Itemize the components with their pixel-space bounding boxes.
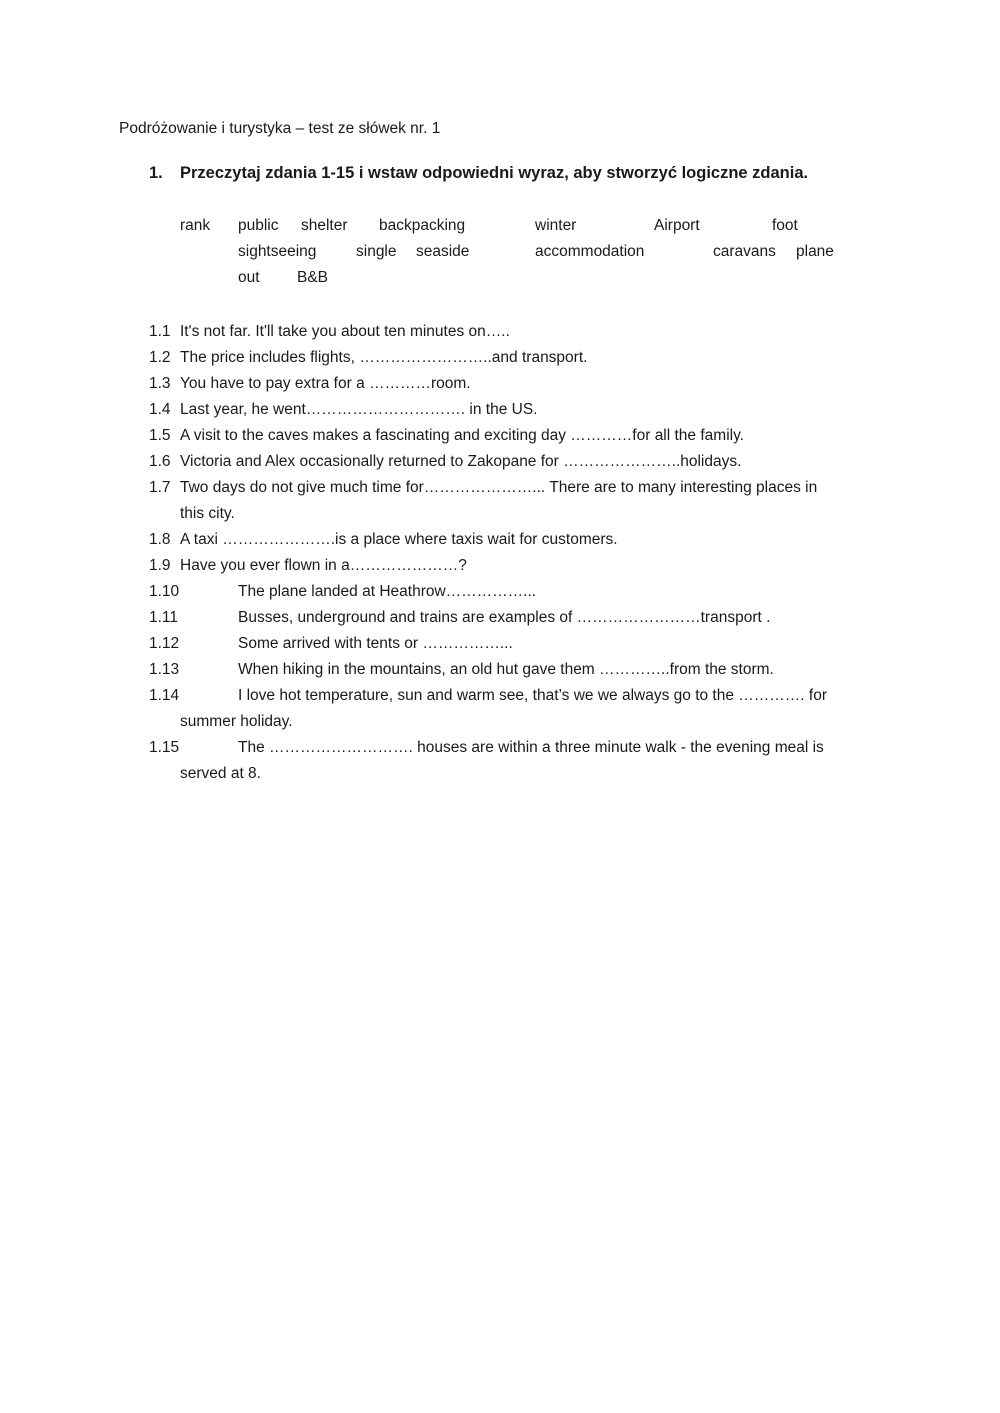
- sentence-number: 1.13: [149, 661, 180, 678]
- sentence-text: You have to pay extra for a …………room.: [180, 375, 471, 392]
- sentence-number: 1.15: [149, 739, 180, 756]
- sentence-text: A taxi ………………….is a place where taxis wait for customers.: [180, 531, 618, 548]
- word-bank-item: accommodation: [535, 243, 645, 260]
- word-bank-item: sightseeing: [238, 243, 317, 260]
- word-bank-item: public: [238, 217, 279, 234]
- word-bank-item: shelter: [301, 217, 348, 234]
- sentence-number: 1.9: [149, 557, 171, 574]
- word-bank: [0, 0, 1000, 300]
- task-instruction: Przeczytaj zdania 1-15 i wstaw odpowiedni wyraz, aby stworzyć logiczne zdania.: [180, 164, 809, 182]
- sentence-text: When hiking in the mountains, an old hut gave them …………..from the storm.: [238, 661, 774, 678]
- sentence-text: this city.: [180, 505, 235, 522]
- word-bank-item: seaside: [416, 243, 470, 260]
- sentence-text: Have you ever flown in a…………………?: [180, 557, 467, 574]
- sentence-text: The ………………………. houses are within a three minute walk - the evening meal is: [238, 739, 824, 756]
- sentence-number: 1.6: [149, 453, 171, 470]
- word-bank-item: Airport: [654, 217, 700, 234]
- sentence-number: 1.7: [149, 479, 171, 496]
- sentence-text: The price includes flights, ……………………..and transport.: [180, 349, 588, 366]
- sentence-text: Two days do not give much time for…………………... There are to many interesting places in: [180, 479, 818, 496]
- sentence-text: It's not far. It'll take you about ten minutes on…..: [180, 323, 510, 340]
- sentence-number: 1.11: [149, 609, 179, 626]
- sentence-text: served at 8.: [180, 765, 261, 782]
- word-bank-item: caravans: [713, 243, 776, 260]
- sentence-number: 1.12: [149, 635, 180, 652]
- sentence-number: 1.3: [149, 375, 171, 392]
- word-bank-item: B&B: [297, 269, 329, 286]
- word-bank-item: out: [238, 269, 260, 286]
- word-bank-item: single: [356, 243, 397, 260]
- sentence-number: 1.14: [149, 687, 180, 704]
- sentence-number: 1.5: [149, 427, 171, 444]
- word-bank-item: rank: [180, 217, 211, 234]
- sentence-text: Some arrived with tents or ……………...: [238, 635, 513, 652]
- word-bank-item: winter: [535, 217, 577, 234]
- sentence-number: 1.8: [149, 531, 171, 548]
- word-bank-item: plane: [796, 243, 834, 260]
- sentence-text: Busses, underground and trains are examples of ……………………transport .: [238, 609, 771, 626]
- sentence-text: summer holiday.: [180, 713, 293, 730]
- document-title: Podróżowanie i turystyka – test ze słówek nr. 1: [119, 120, 441, 137]
- sentence-text: Last year, he went…………………………. in the US.: [180, 401, 538, 418]
- word-bank-item: backpacking: [379, 217, 466, 234]
- word-bank-item: foot: [772, 217, 798, 234]
- sentence-text: The plane landed at Heathrow……………...: [238, 583, 537, 600]
- task-number: 1.: [149, 164, 163, 182]
- sentence-text: I love hot temperature, sun and warm see, that’s we we always go to the …………. for: [238, 687, 827, 704]
- sentence-number: 1.1: [149, 323, 171, 340]
- sentence-number: 1.10: [149, 583, 180, 600]
- sentence-text: Victoria and Alex occasionally returned to Zakopane for …………………..holidays.: [180, 453, 742, 470]
- sentence-text: A visit to the caves makes a fascinating and exciting day …………for all the family.: [180, 427, 744, 444]
- sentence-number: 1.2: [149, 349, 171, 366]
- sentence-number: 1.4: [149, 401, 171, 418]
